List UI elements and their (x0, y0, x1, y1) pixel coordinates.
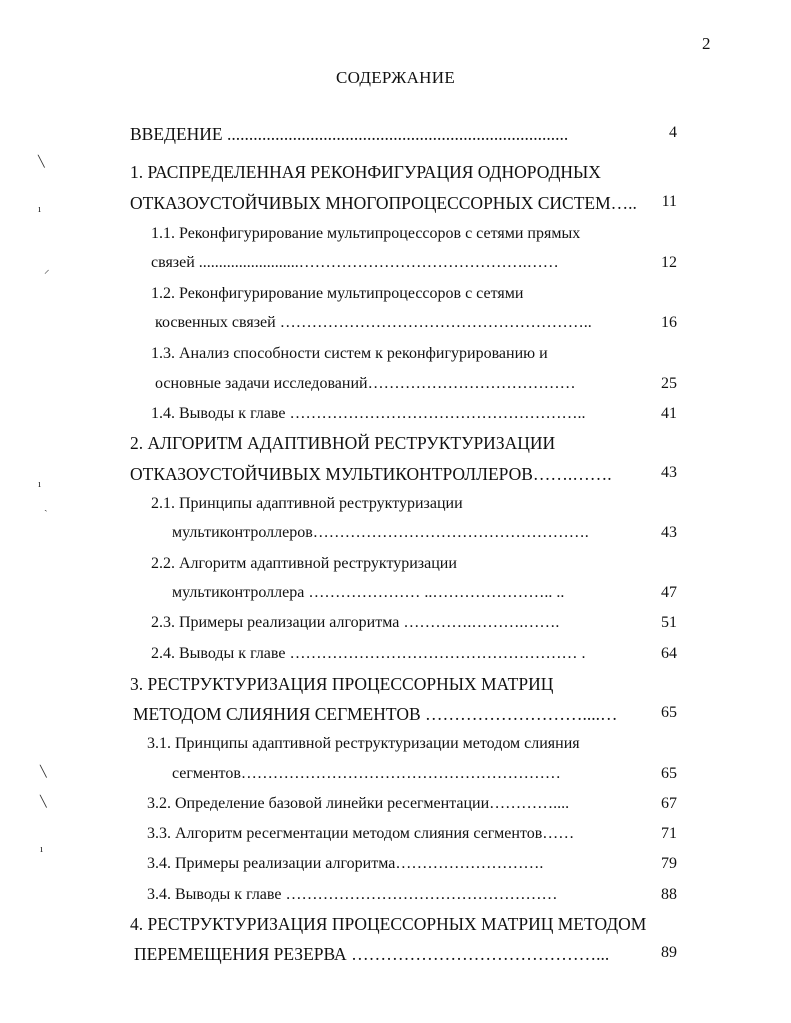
toc-entry-text: 1. РАСПРЕДЕЛЕННАЯ РЕКОНФИГУРАЦИЯ ОДНОРОДНЫХ (130, 162, 601, 182)
toc-entry-text: основные задачи исследований………………………………… (155, 375, 576, 392)
toc-entry-page: 51 (661, 614, 677, 631)
toc-entry-page: 71 (661, 825, 677, 842)
scan-mark: ˏ (44, 500, 48, 512)
toc-entry-page: 43 (661, 524, 677, 541)
toc-entry-text: ПЕРЕМЕЩЕНИЯ РЕЗЕРВА ……………………………………... (134, 944, 610, 964)
toc-entry-page: 11 (661, 193, 677, 210)
toc-entry-text: 2.3. Примеры реализации алгоритма ………….……….……. (151, 614, 560, 631)
toc-entry-text: 4. РЕСТРУКТУРИЗАЦИЯ ПРОЦЕССОРНЫХ МАТРИЦ МЕТОДОМ (130, 914, 647, 934)
toc-entry-page: 16 (661, 314, 677, 331)
toc-entry-text: 1.4. Выводы к главе ……………………………………………….. (151, 405, 586, 422)
toc-entry-text: 2.2. Алгоритм адаптивной реструктуризации (151, 555, 457, 572)
toc-entry-text: мультиконтроллера ………………… ..………………….. .. (172, 584, 565, 601)
toc-entry-text: 1.3. Анализ способности систем к реконфигурированию и (151, 345, 548, 362)
toc-entry-text: 3.2. Определение базовой линейки ресегментации………….... (147, 795, 570, 812)
toc-entry-text: ВВЕДЕНИЕ .............................................................................. (130, 124, 569, 144)
scan-mark: ⸝ (44, 264, 50, 276)
toc-entry-text: ОТКАЗОУСТОЙЧИВЫХ МНОГОПРОЦЕССОРНЫХ СИСТЕМ….. (130, 193, 637, 213)
toc-entry-text: 3.1. Принципы адаптивной реструктуризации методом слияния (147, 735, 580, 752)
toc-entry-text: мультиконтроллеров……………………………………………. (172, 524, 589, 541)
page-title: СОДЕРЖАНИЕ (335, 68, 456, 87)
toc-entry-text: 3. РЕСТРУКТУРИЗАЦИЯ ПРОЦЕССОРНЫХ МАТРИЦ (130, 674, 554, 694)
scan-mark: ╲ (38, 156, 45, 168)
toc-entry-text: 2.4. Выводы к главе ……………………………………………… . (151, 645, 586, 662)
toc-entry-text: 1.1. Реконфигурирование мультипроцессоров с сетями прямых (151, 225, 581, 242)
toc-entry-page: 47 (661, 584, 677, 601)
toc-entry-text: 3.3. Алгоритм ресегментации методом слияния сегментов…… (147, 825, 575, 842)
page-number: 2 (702, 34, 711, 53)
toc-entry-page: 25 (661, 375, 677, 392)
toc-entry-text: 3.4. Примеры реализации алгоритма………………………. (147, 855, 544, 872)
toc-entry-page: 67 (661, 795, 677, 812)
toc-entry-text: ОТКАЗОУСТОЙЧИВЫХ МУЛЬТИКОНТРОЛЛЕРОВ…….……. (130, 464, 612, 484)
toc-entry-text: 1.2. Реконфигурирование мультипроцессоров с сетями (151, 285, 524, 302)
toc-entry-text: МЕТОДОМ СЛИЯНИЯ СЕГМЕНТОВ ………………………....… (133, 704, 618, 724)
toc-entry-text: связей .........................…………………………………….…… (151, 254, 559, 271)
scan-mark: ı (38, 203, 42, 215)
toc-entry-page: 79 (661, 855, 677, 872)
toc-entry-text: сегментов…………………………………………………… (172, 765, 561, 782)
toc-entry-page: 12 (661, 254, 677, 271)
scan-mark: ╲ (40, 796, 47, 808)
toc-entry-page: 4 (669, 124, 677, 141)
scan-mark: ı (40, 843, 44, 855)
toc-entry-text: косвенных связей ………………………………………………….. (155, 314, 592, 331)
toc-entry-page: 41 (661, 405, 677, 422)
toc-entry-text: 2.1. Принципы адаптивной реструктуризации (151, 495, 463, 512)
toc-entry-text: 3.4. Выводы к главе …………………………………………… (147, 886, 558, 903)
scan-mark: ╲ (40, 766, 47, 778)
toc-entry-page: 65 (661, 704, 677, 721)
toc-entry-page: 43 (661, 464, 677, 481)
toc-entry-text: 2. АЛГОРИТМ АДАПТИВНОЙ РЕСТРУКТУРИЗАЦИИ (130, 433, 556, 453)
toc-entry-page: 64 (661, 645, 677, 662)
toc-entry-page: 65 (661, 765, 677, 782)
scan-mark: ı (38, 478, 42, 490)
toc-entry-page: 89 (661, 944, 677, 961)
toc-entry-page: 88 (661, 886, 677, 903)
